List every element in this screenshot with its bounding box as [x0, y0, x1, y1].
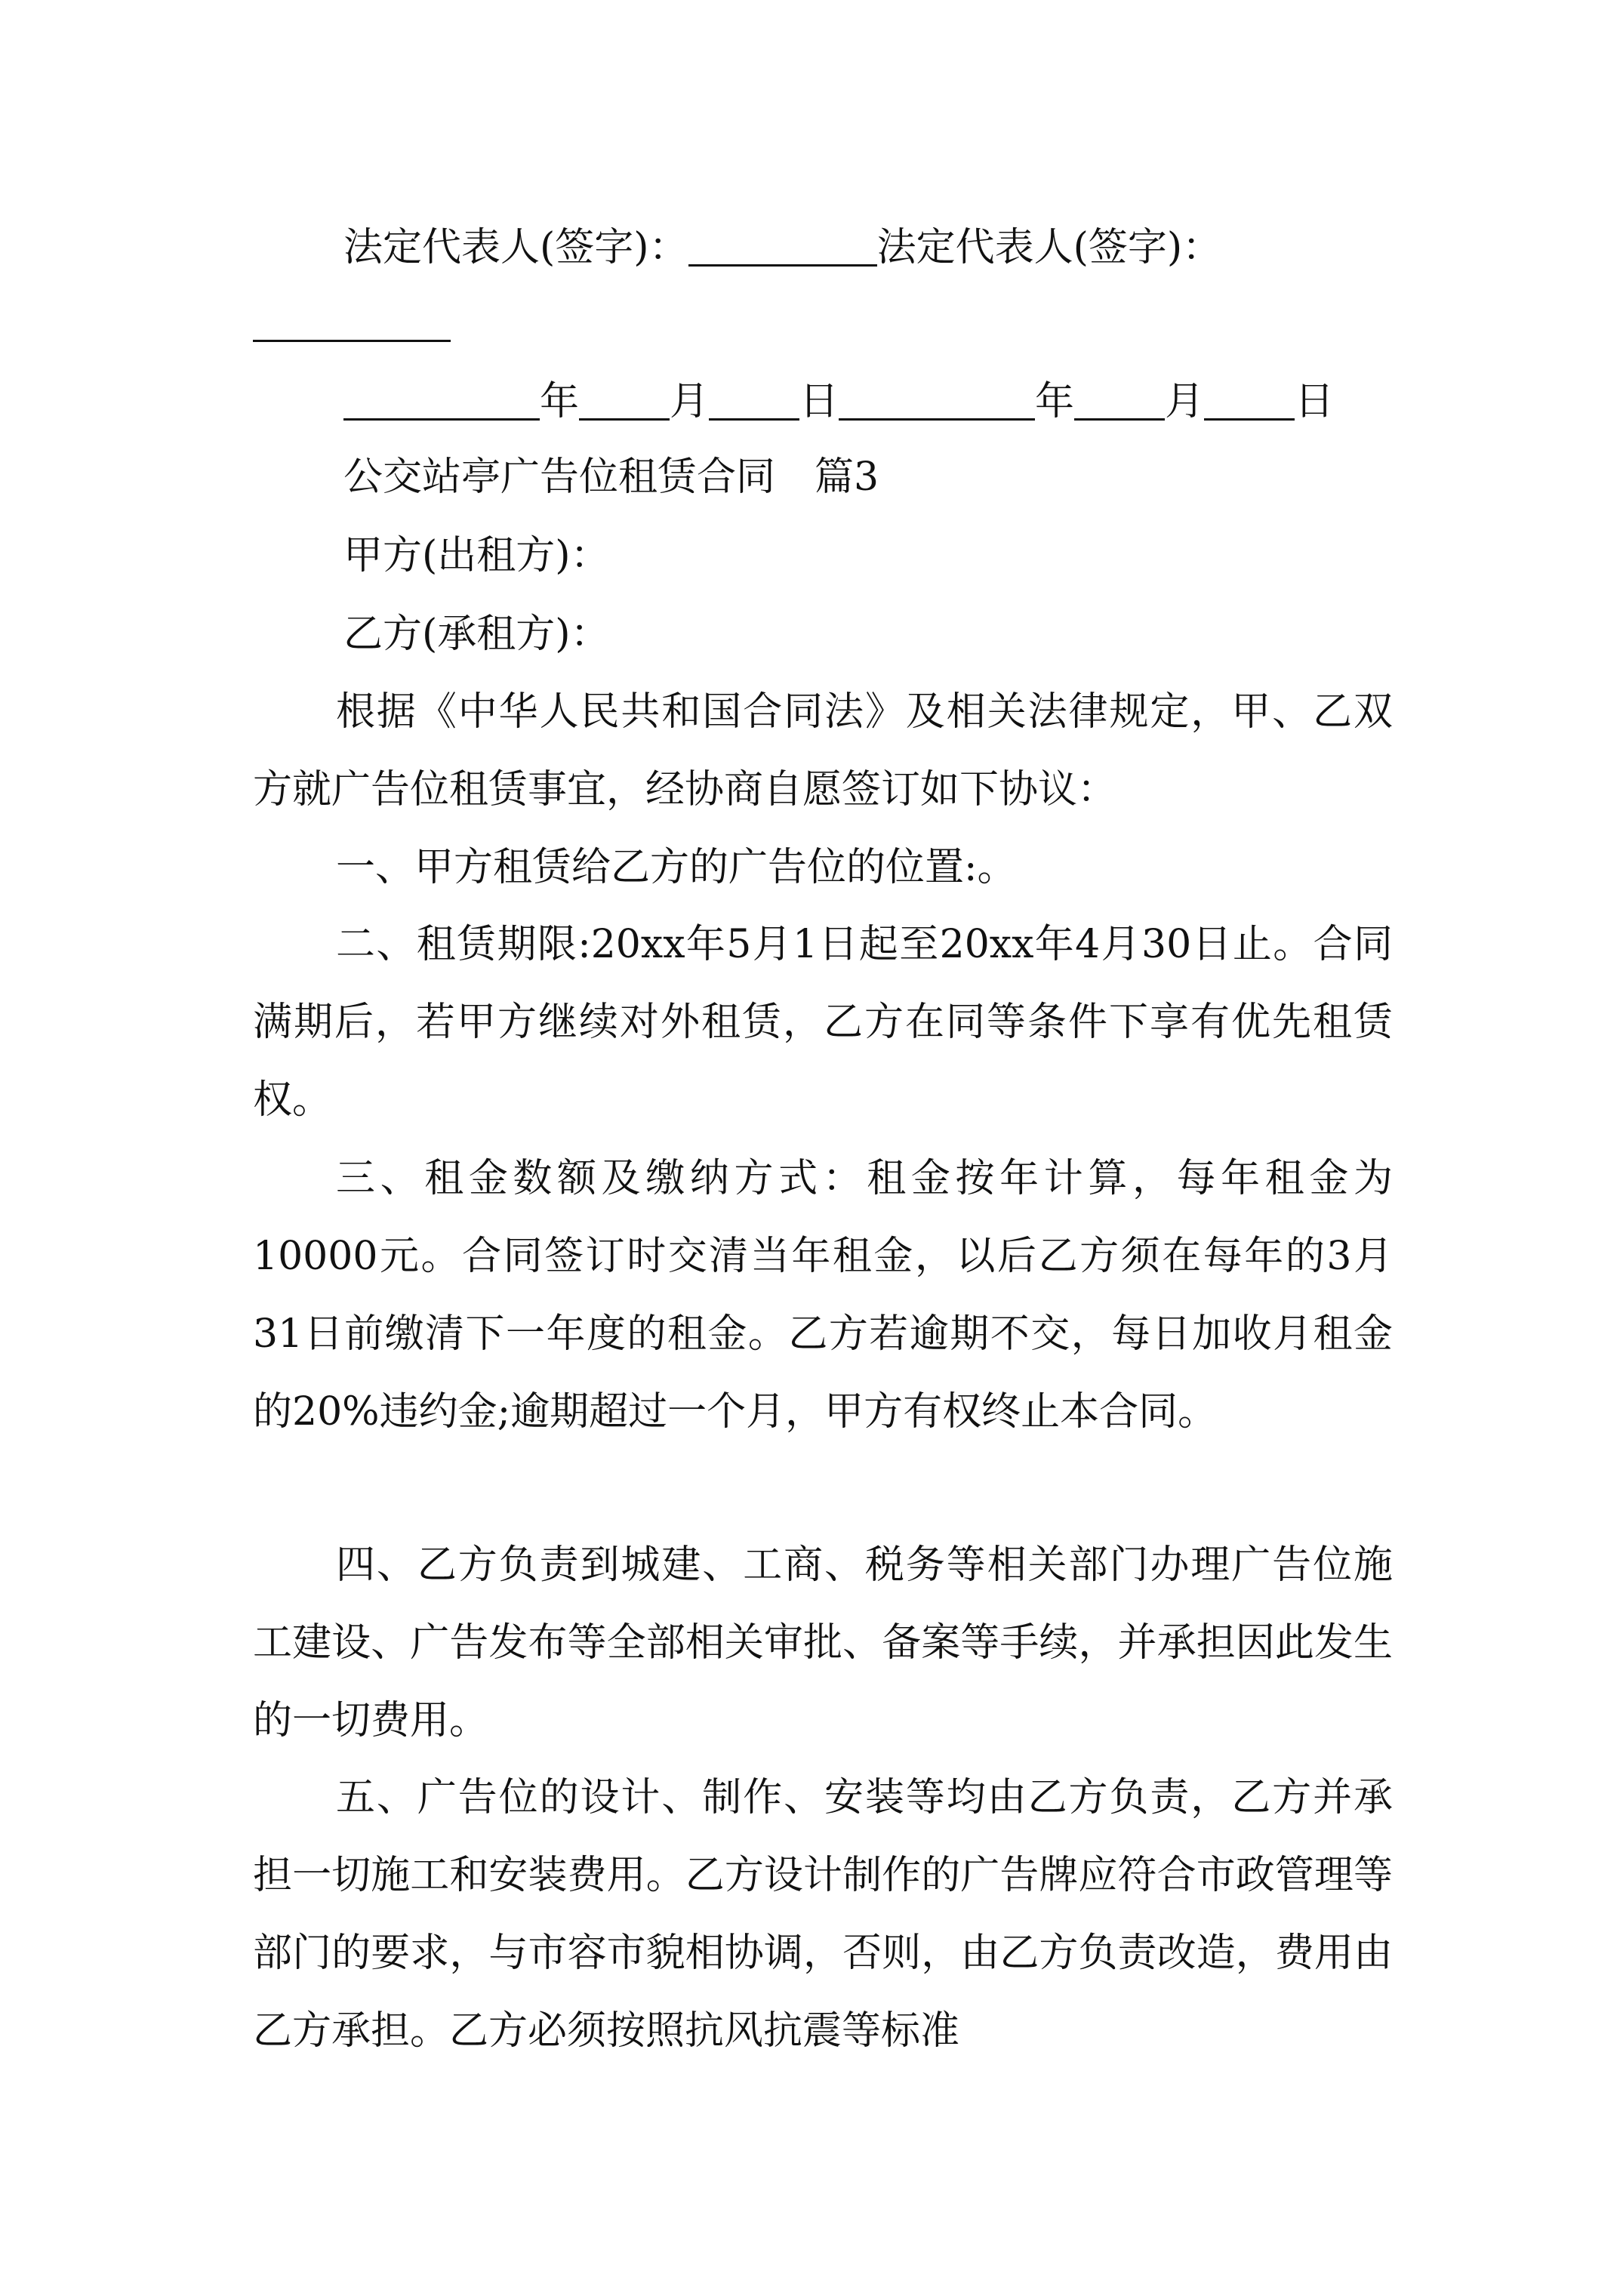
date-year-blank-party-b[interactable]: [839, 379, 1035, 421]
contract-section-label: 篇3: [815, 455, 879, 500]
contract-title: 公交站亭广告位租赁合同: [343, 455, 776, 500]
contract-title-line: [343, 455, 879, 500]
paragraph-preamble: 根据《中华人民共和国合同法》及相关法律规定，甲、乙双方就广告位租赁事宜，经协商自愿签订如下协议：: [253, 689, 1393, 812]
date-month-label: 月: [1165, 379, 1205, 424]
date-year-blank-party-a[interactable]: [343, 379, 540, 421]
paragraph-clause-4: 四、乙方负责到城建、工商、税务等相关部门办理广告位施工建设、广告发布等全部相关审批、备案等手续，并承担因此发生的一切费用。: [253, 1542, 1393, 1743]
date-day-label: 日: [1295, 379, 1335, 424]
date-month-blank-party-b[interactable]: [1074, 379, 1165, 421]
party-b-label: 乙方(承租方)：: [343, 612, 610, 657]
paragraph-clause-1: 一、甲方租赁给乙方的广告位的位置:。: [336, 845, 1017, 890]
paragraph-clause-2: 二、租赁期限:20xx年5月1日起至20xx年4月30日止。合同满期后，若甲方继续对外租赁，乙方在同等条件下享有优先租赁权。: [253, 922, 1393, 1123]
date-line: [343, 379, 1335, 424]
signature-label-party-a: 法定代表人(签字)：: [343, 225, 688, 270]
date-day-blank-party-a[interactable]: [709, 379, 799, 421]
date-year-label: 年: [540, 379, 580, 424]
signature-line: [343, 225, 1222, 270]
date-day-blank-party-b[interactable]: [1204, 379, 1295, 421]
signature-blank-party-a[interactable]: [688, 225, 877, 267]
date-year-label: 年: [1035, 379, 1075, 424]
signature-line-wrap: [253, 300, 451, 343]
date-month-blank-party-a[interactable]: [579, 379, 670, 421]
date-month-label: 月: [670, 379, 710, 424]
signature-label-party-b: 法定代表人(签字)：: [876, 225, 1222, 270]
date-day-label: 日: [799, 379, 839, 424]
paragraph-clause-3: 三、租金数额及缴纳方式：租金按年计算，每年租金为10000元。合同签订时交清当年租金，以后乙方须在每年的3月31日前缴清下一年度的租金。乙方若逾期不交，每日加收月租金的20%违约金;逾期超过一个月，甲方有权终止本合同。: [253, 1156, 1393, 1435]
signature-blank-party-b[interactable]: [253, 300, 451, 342]
paragraph-clause-5: 五、广告位的设计、制作、安装等均由乙方负责，乙方并承担一切施工和安装费用。乙方设计制作的广告牌应符合市政管理等部门的要求，与市容市貌相协调，否则，由乙方负责改造，费用由乙方承担。乙方必须按照抗风抗震等标准: [253, 1775, 1393, 2054]
party-a-label: 甲方(出租方)：: [343, 533, 610, 578]
